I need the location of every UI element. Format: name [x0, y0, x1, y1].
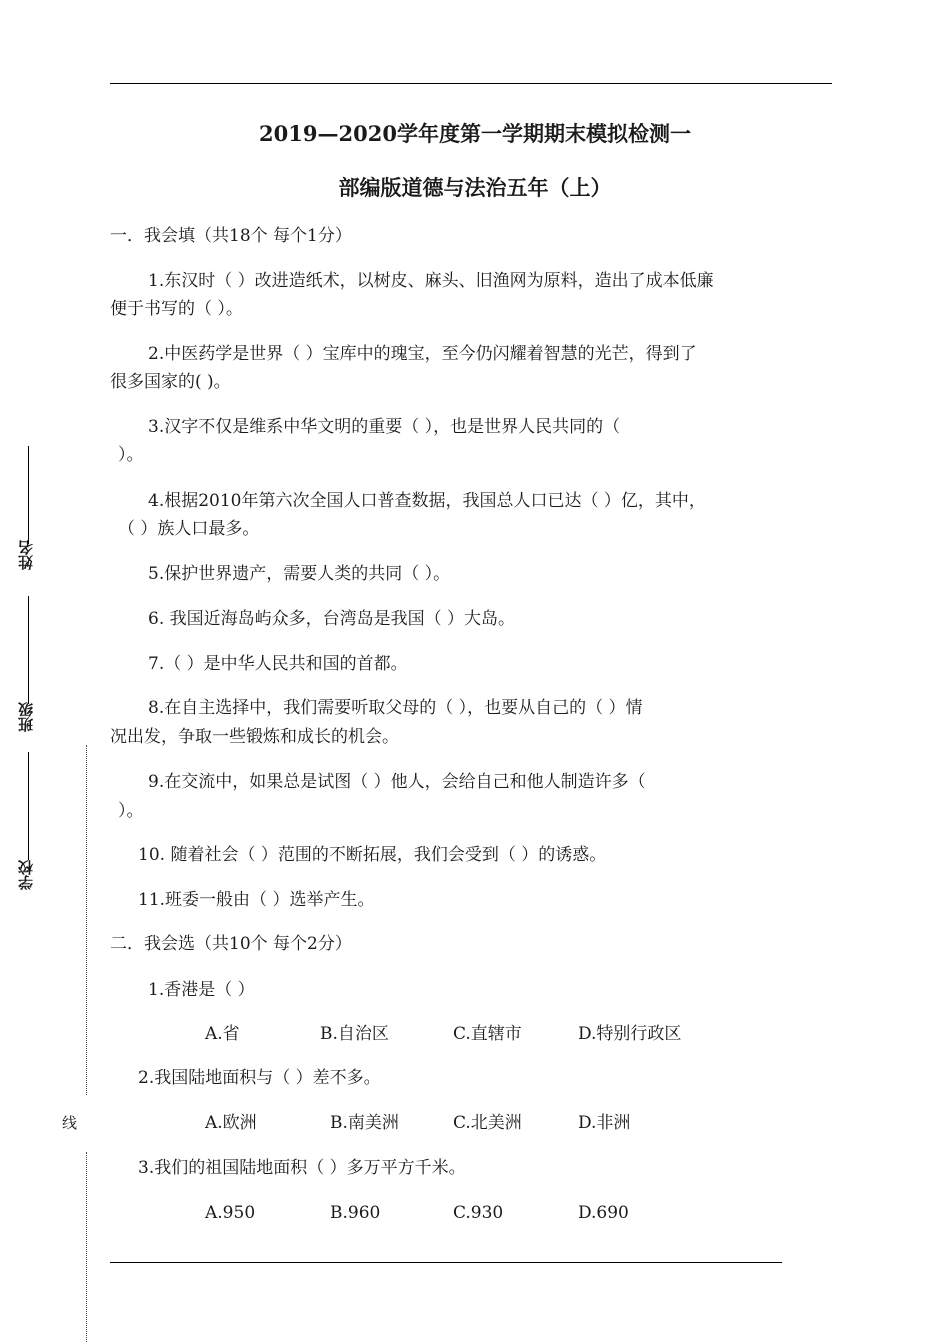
mc-q2: 2.我国陆地面积与（ ）差不多。	[138, 1068, 381, 1088]
mc-q3: 3.我们的祖国陆地面积（ ）多万平方千米。	[138, 1158, 466, 1178]
school-label: 学校	[17, 860, 35, 890]
q3-line2: ）。	[118, 445, 144, 465]
name-blank-line	[28, 446, 29, 544]
mc-q3-option-a: A.950	[205, 1203, 256, 1223]
section1-heading: 一．我会填（共18个 每个1分）	[110, 226, 352, 246]
page-subtitle: 部编版道德与法治五年（上）	[338, 175, 612, 200]
q8-line2: 况出发，争取一些锻炼和成长的机会。	[110, 727, 399, 747]
mc-q3-option-d: D.690	[578, 1203, 629, 1223]
cut-line-lower	[86, 1152, 87, 1342]
q3-line1: 3.汉字不仅是维系中华文明的重要（ ），也是世界人民共同的（	[148, 417, 621, 437]
mc-q1-option-c: C.直辖市	[453, 1024, 522, 1044]
mc-q2-option-b: B.南美洲	[330, 1113, 399, 1133]
class-label: 班级	[17, 702, 35, 732]
q6-line: 6. 我国近海岛屿众多，台湾岛是我国（ ）大岛。	[148, 609, 516, 629]
mc-q3-option-c: C.930	[453, 1203, 504, 1223]
q1-line1: 1.东汉时（ ）改进造纸术，以树皮、麻头、旧渔网为原料，造出了成本低廉	[148, 271, 714, 291]
top-rule	[110, 83, 832, 84]
mc-q1-option-b: B.自治区	[320, 1024, 389, 1044]
page-title: 2019—2020学年度第一学期期末模拟检测一	[259, 121, 691, 146]
school-blank-line	[28, 752, 29, 860]
mc-q1: 1.香港是（ ）	[148, 980, 255, 1000]
cut-line-upper	[86, 745, 87, 1095]
q1-line2: 便于书写的（ ）。	[110, 299, 243, 319]
q5-line: 5.保护世界遗产，需要人类的共同（ ）。	[148, 564, 451, 584]
name-label: 姓名	[17, 540, 35, 570]
mc-q1-option-a: A.省	[205, 1024, 240, 1044]
mc-q2-option-d: D.非洲	[578, 1113, 631, 1133]
bottom-rule	[110, 1262, 782, 1263]
q8-line1: 8.在自主选择中，我们需要听取父母的（ ），也要从自己的（ ）情	[148, 698, 643, 718]
q2-line1: 2.中医药学是世界（ ）宝库中的瑰宝，至今仍闪耀着智慧的光芒，得到了	[148, 344, 697, 364]
q9-line2: ）。	[118, 801, 144, 821]
q11-line: 11.班委一般由（ ）选举产生。	[138, 890, 375, 910]
mc-q3-option-b: B.960	[330, 1203, 381, 1223]
q9-line1: 9.在交流中，如果总是试图（ ）他人，会给自己和他人制造许多（	[148, 772, 646, 792]
section2-heading: 二．我会选（共10个 每个2分）	[110, 934, 352, 954]
q4-line2: （ ）族人口最多。	[118, 519, 260, 539]
mc-q2-option-a: A.欧洲	[205, 1113, 257, 1133]
q2-line2: 很多国家的( )。	[110, 372, 231, 392]
q4-line1: 4.根据2010年第六次全国人口普查数据，我国总人口已达（ ）亿，其中，	[148, 491, 706, 511]
mc-q1-option-d: D.特别行政区	[578, 1024, 682, 1044]
q7-line: 7.（ ）是中华人民共和国的首都。	[148, 654, 408, 674]
q10-line: 10. 随着社会（ ）范围的不断拓展，我们会受到（ ）的诱惑。	[138, 845, 607, 865]
mc-q2-option-c: C.北美洲	[453, 1113, 522, 1133]
class-blank-line	[28, 596, 29, 704]
cut-line-label: 线	[62, 1114, 78, 1132]
